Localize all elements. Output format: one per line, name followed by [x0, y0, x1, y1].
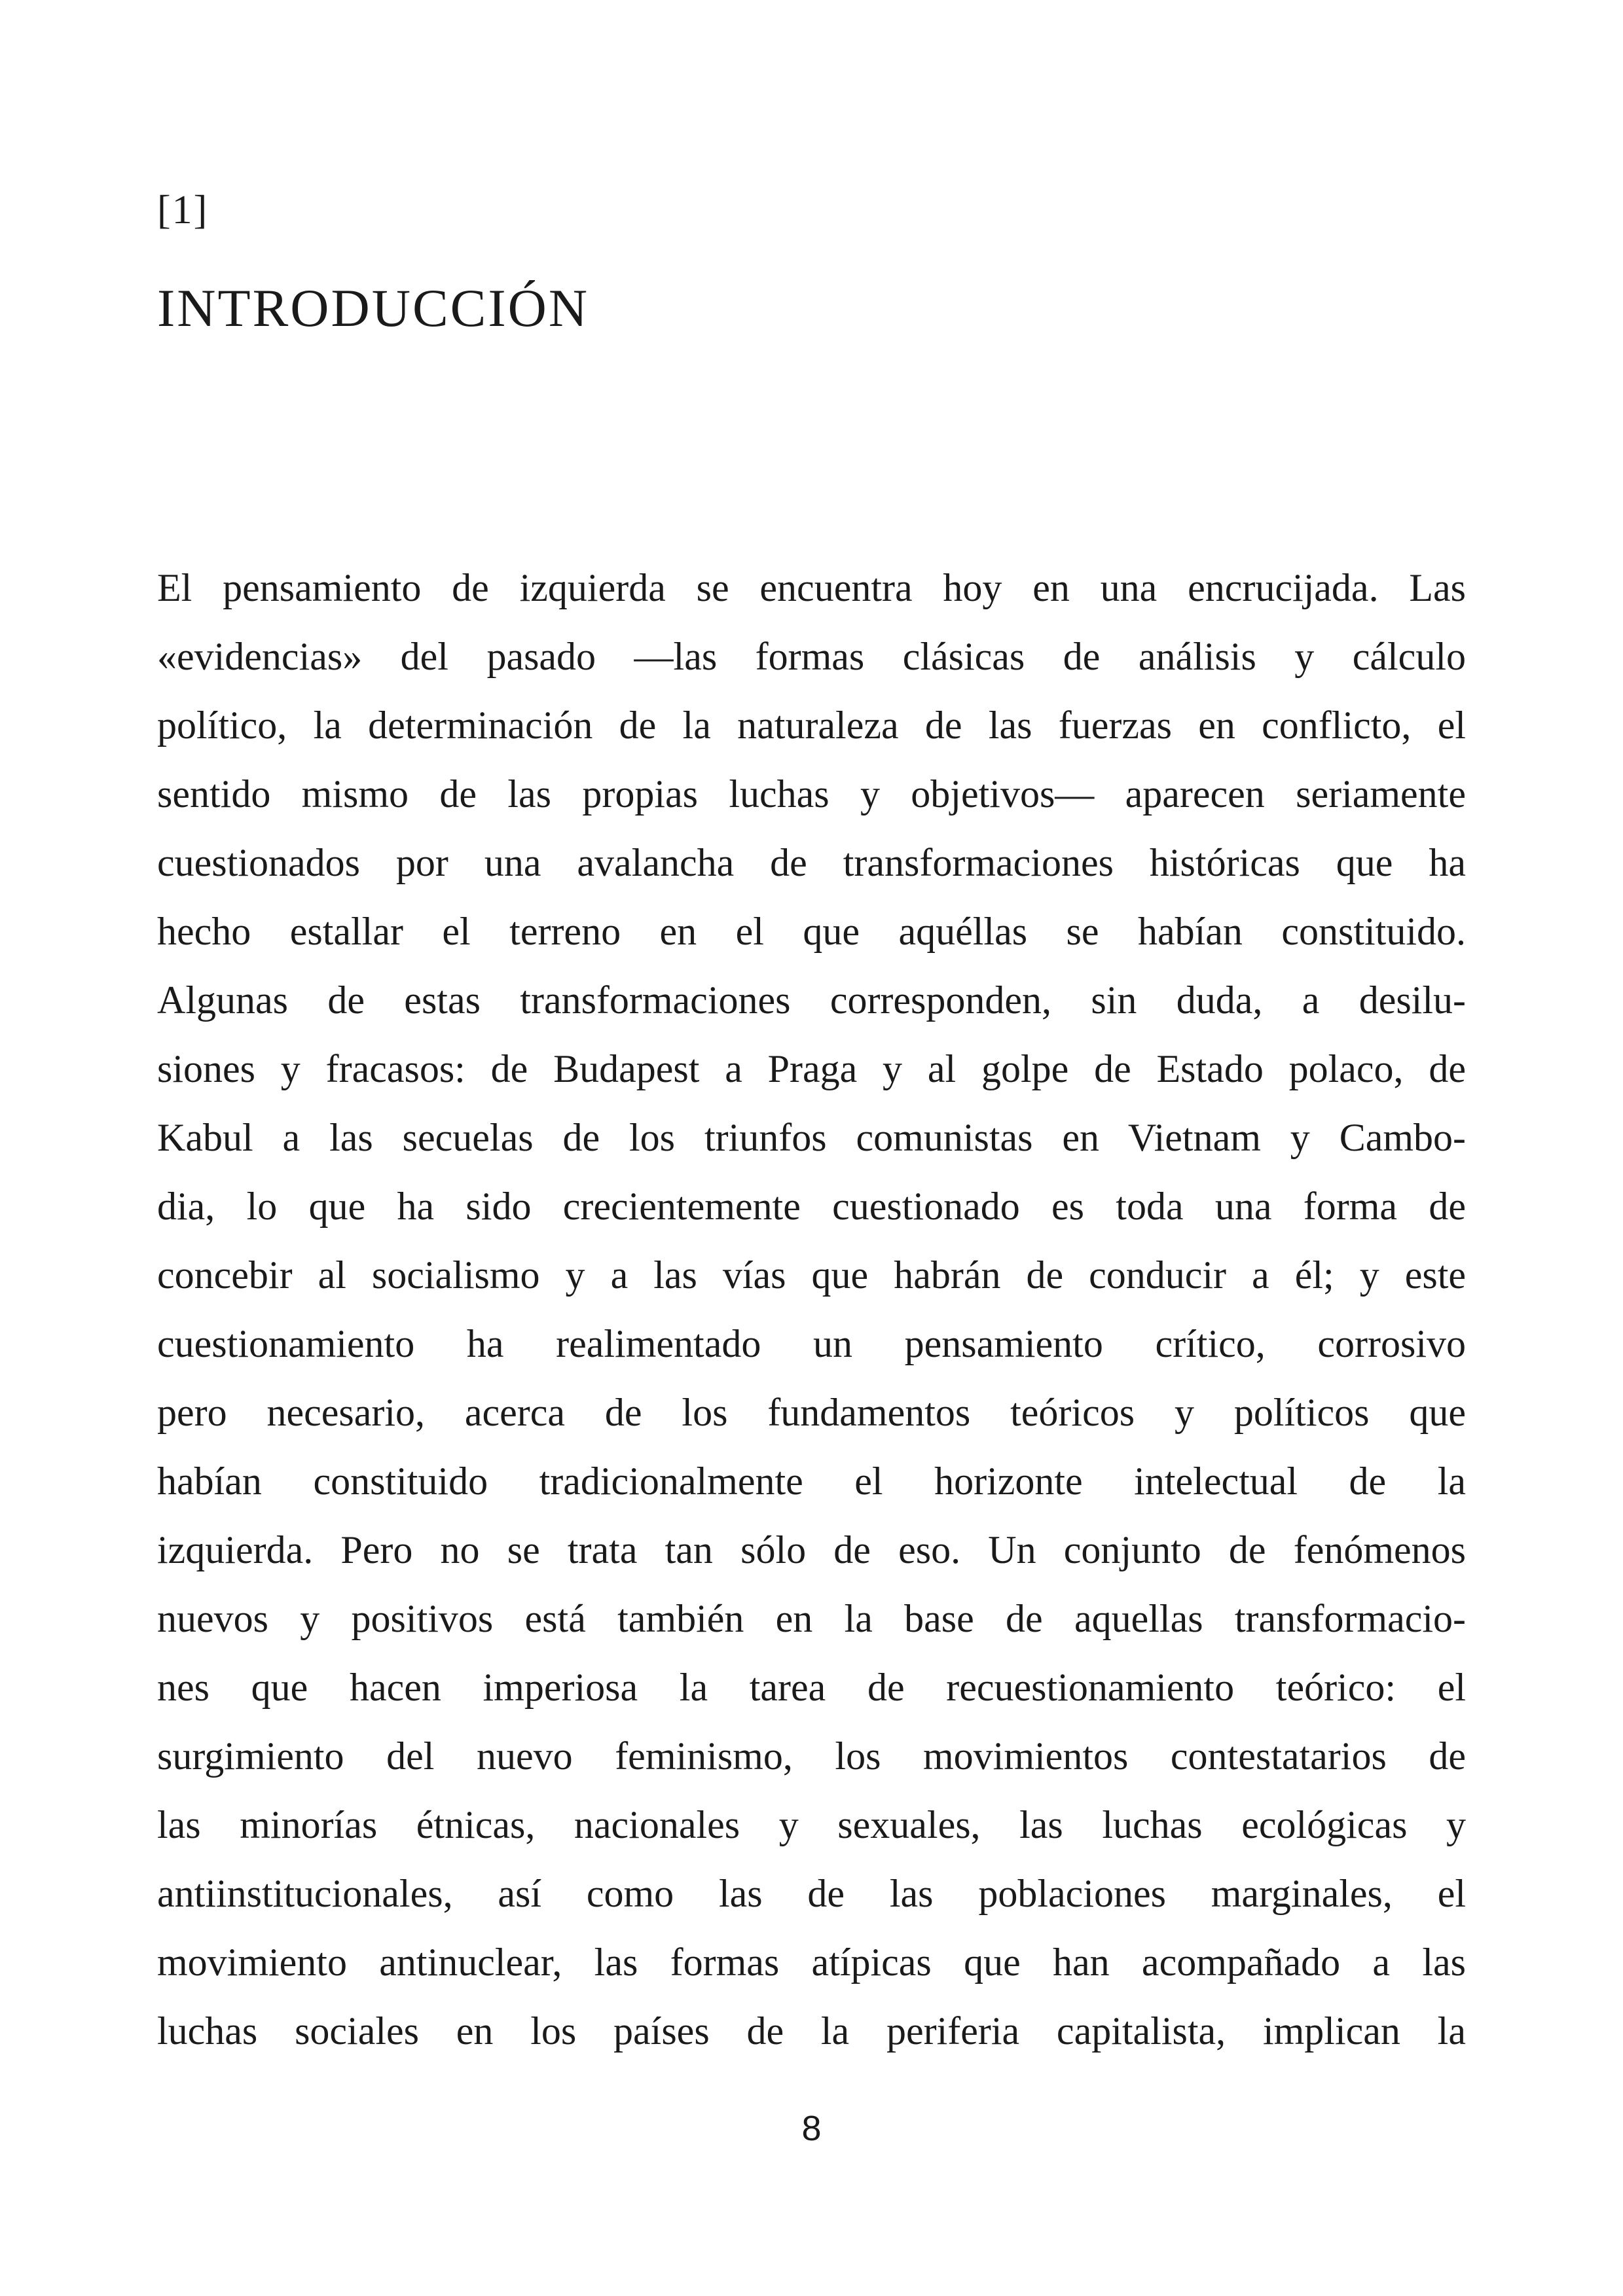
text-line: siones y fracasos: de Budapest a Praga y al golpe de Estado polaco, de: [157, 1047, 1466, 1090]
text-line: cuestionados por una avalancha de transformaciones históricas que ha: [157, 841, 1466, 884]
text-line: Kabul a las secuelas de los triunfos comunistas en Vietnam y Cambo-: [157, 1116, 1466, 1159]
body-paragraph: [157, 554, 1466, 2066]
text-line: movimiento antinuclear, las formas atípicas que han acompañado a las: [157, 1941, 1466, 1984]
text-line: nes que hacen imperiosa la tarea de recuestionamiento teórico: el: [157, 1666, 1466, 1709]
text-line: hecho estallar el terreno en el que aquéllas se habían constituido.: [157, 910, 1466, 953]
chapter-number: [1]: [157, 188, 209, 232]
text-line: pero necesario, acerca de los fundamentos teóricos y políticos que: [157, 1391, 1466, 1434]
text-line: habían constituido tradicionalmente el horizonte intelectual de la: [157, 1460, 1466, 1503]
text-line: concebir al socialismo y a las vías que habrán de conducir a él; y este: [157, 1253, 1466, 1297]
text-line: sentido mismo de las propias luchas y objetivos— aparecen seriamente: [157, 772, 1466, 816]
text-line: dia, lo que ha sido crecientemente cuestionado es toda una forma de: [157, 1185, 1466, 1228]
text-line: nuevos y positivos está también en la base de aquellas transformacio-: [157, 1597, 1466, 1640]
text-line: izquierda. Pero no se trata tan sólo de eso. Un conjunto de fenómenos: [157, 1528, 1466, 1571]
text-line: surgimiento del nuevo feminismo, los movimientos contestatarios de: [157, 1734, 1466, 1778]
page-number: 8: [801, 2109, 822, 2148]
text-line: luchas sociales en los países de la periferia capitalista, implican la: [157, 2009, 1466, 2053]
text-line: las minorías étnicas, nacionales y sexuales, las luchas ecológicas y: [157, 1803, 1466, 1846]
chapter-title: INTRODUCCIÓN: [157, 278, 590, 338]
text-line: político, la determinación de la naturaleza de las fuerzas en conflicto, el: [157, 704, 1466, 747]
text-line: «evidencias» del pasado —las formas clásicas de análisis y cálculo: [157, 635, 1466, 678]
text-line: El pensamiento de izquierda se encuentra hoy en una encrucijada. Las: [157, 566, 1466, 609]
text-line: cuestionamiento ha realimentado un pensamiento crítico, corrosivo: [157, 1322, 1466, 1365]
text-line: antiinstitucionales, así como las de las poblaciones marginales, el: [157, 1872, 1466, 1915]
text-line: Algunas de estas transformaciones corresponden, sin duda, a desilu-: [157, 978, 1466, 1022]
